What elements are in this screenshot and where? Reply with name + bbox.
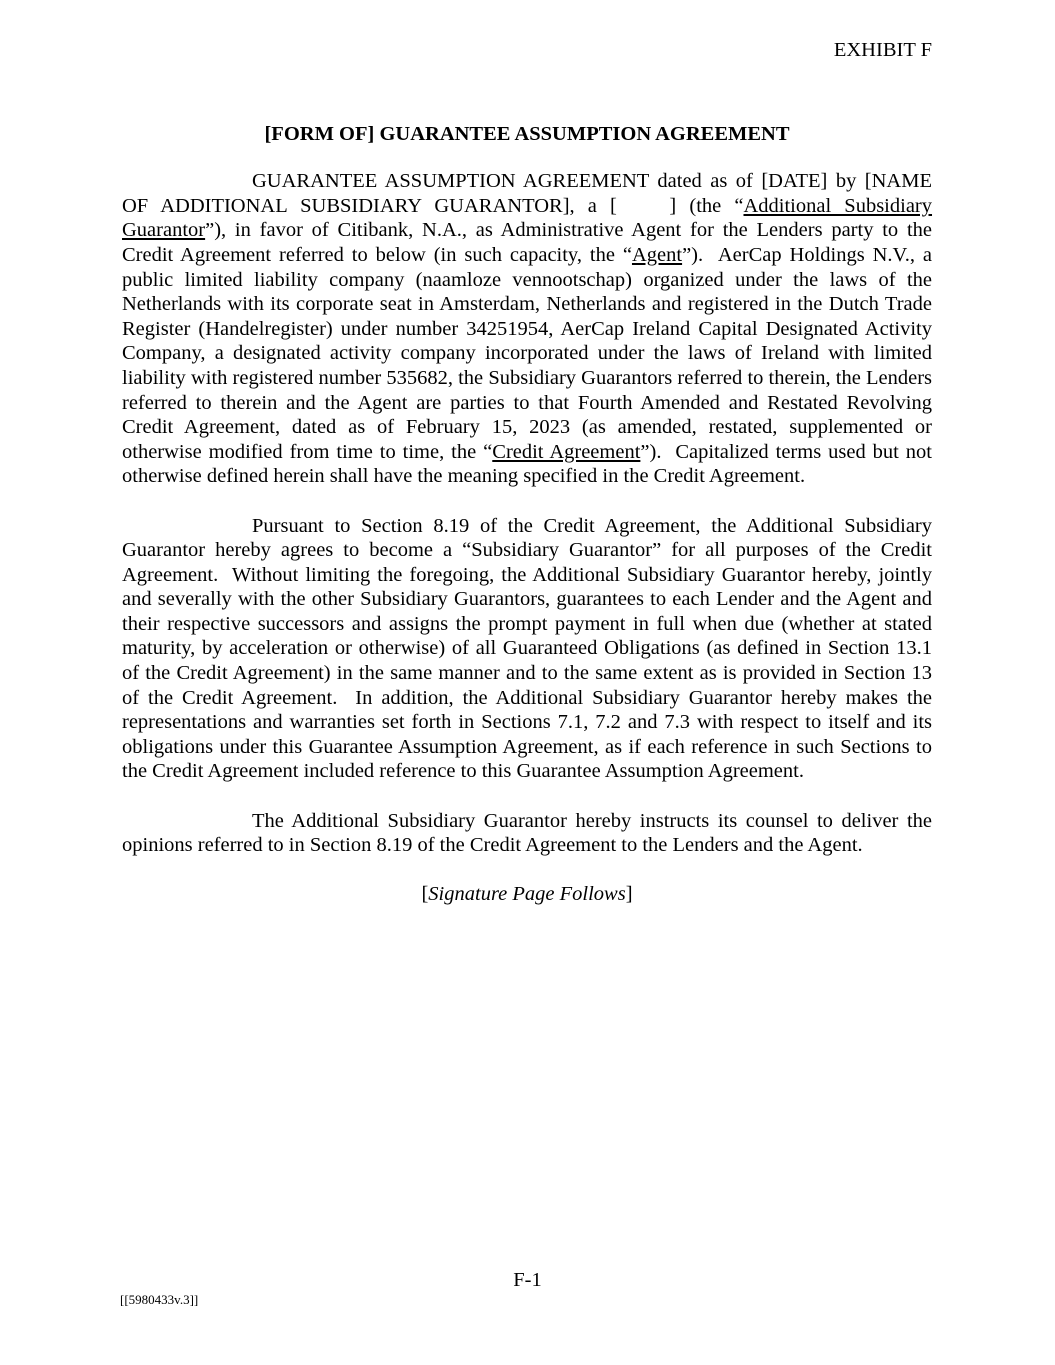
paragraph-guarantee: Pursuant to Section 8.19 of the Credit Agreement, the Additional Subsidiary Guarantor hereby agrees to become a “Subsidiary Guarantor” for all purposes of the Credit Agreement. Without limiting the foregoing, the Additional Subsidiary Guarantor hereby, jointly and severally with the other Subsidiary Guarantors, guarantees to each Lender and the Agent and their respective successors and assigns the prompt payment in full when due (whether at stated maturity, by acceleration or otherwise) of all Guaranteed Obligations (as defined in Section 13.1 of the Credit Agreement) in the same manner and to the same extent as is provided in Section 13 of the Credit Agreement. In addition, the Additional Subsidiary Guarantor hereby makes the representations and warranties set forth in Sections 7.1, 7.2 and 7.3 with respect to itself and its obligations under this Guarantee Assumption Agreement, as if each reference in such Sections to the Credit Agreement included reference to this Guarantee Assumption Agreement. [122,514,932,783]
paragraph-recitals: GUARANTEE ASSUMPTION AGREEMENT dated as of [DATE] by [NAME OF ADDITIONAL SUBSIDIARY GUARANTOR], a [ ] (the “Additional Subsidiary Guarantor”), in favor of Citibank, N.A., as Administrative Agent for the Lenders party to the Credit Agreement referred to below (in such capacity, the “Agent”). AerCap Holdings N.V., a public limited liability company (naamloze vennootschap) organized under the laws of the Netherlands with its corporate seat in Amsterdam, Netherlands and registered in the Dutch Trade Register (Handelregister) under number 34251954, AerCap Ireland Capital Designated Activity Company, a designated activity company incorporated under the laws of Ireland with limited liability with registered number 535682, the Subsidiary Guarantors referred to therein, the Lenders referred to therein and the Agent are parties to that Fourth Amended and Restated Revolving Credit Agreement, dated as of February 15, 2023 (as amended, restated, supplemented or otherwise modified from time to time, the “Credit Agreement”). Capitalized terms used but not otherwise defined herein shall have the meaning specified in the Credit Agreement. [122,170,933,488]
exhibit-label: EXHIBIT F [833,39,932,61]
page-number: F-1 [513,1269,542,1291]
document-content [122,38,932,907]
paragraph-counsel-instruction: The Additional Subsidiary Guarantor hereby instructs its counsel to deliver the opinions referred to in Section 8.19 of the Credit Agreement to the Lenders and the Agent. [122,809,932,857]
document-title: [FORM OF] GUARANTEE ASSUMPTION AGREEMENT [264,122,790,145]
document-stamp: [[5980433v.3]] [120,1292,199,1307]
signature-page-note: [Signature Page Follows] [421,883,633,906]
